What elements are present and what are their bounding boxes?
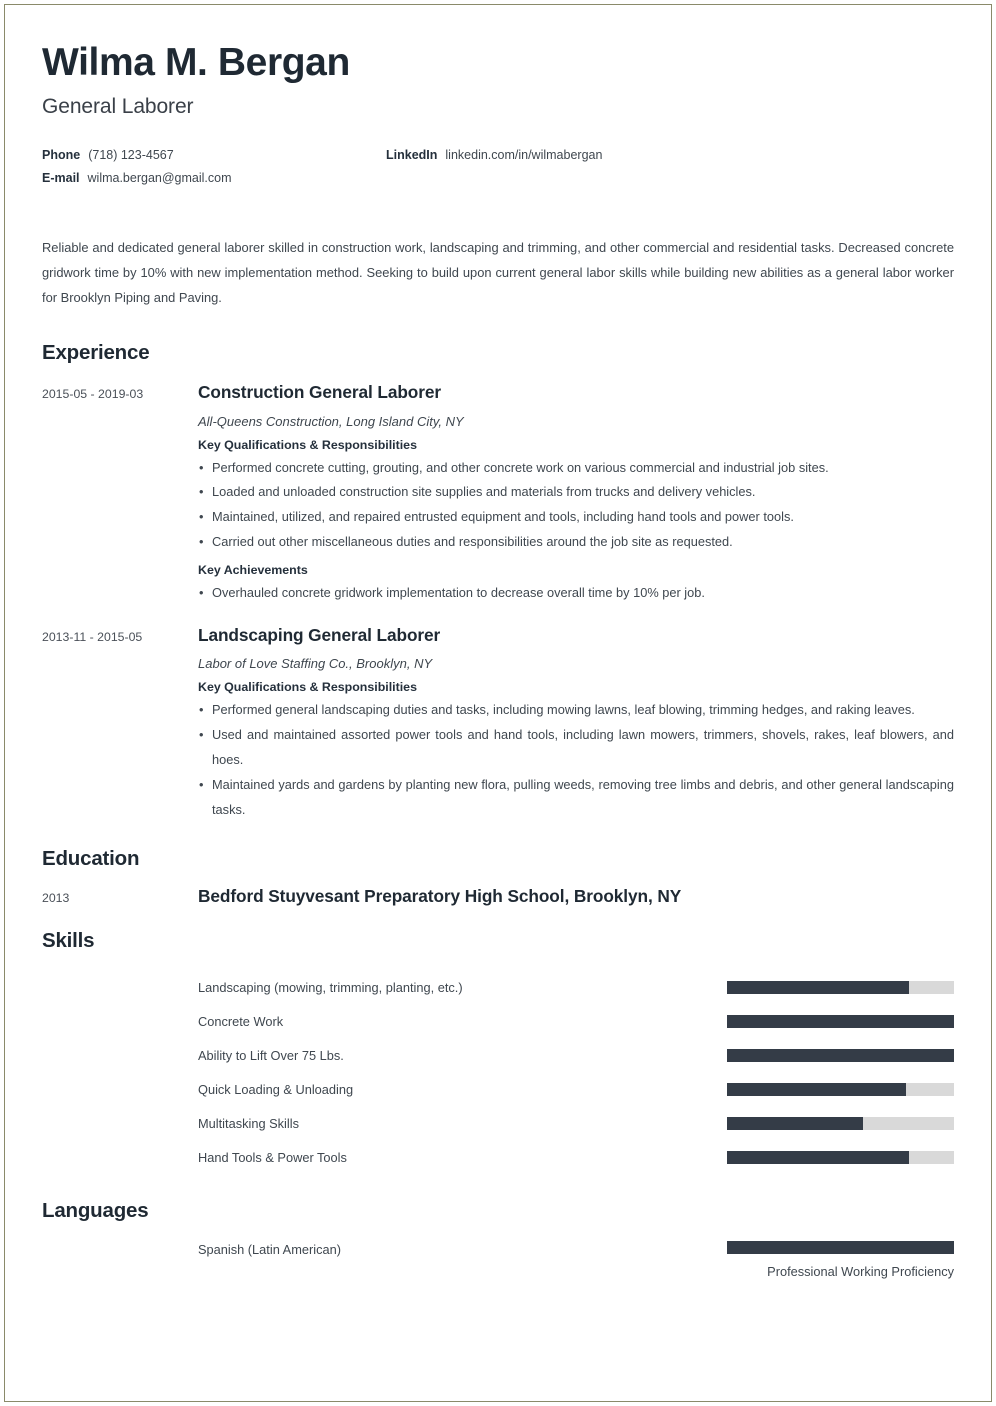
experience-entry [42,382,954,606]
language-label: Spanish (Latin American) [198,1242,341,1258]
contact-row [42,148,954,171]
list-item: • Maintained yards and gardens by planting new flora, pulling weeds, removing tree limbs and debris, and other general landscaping tasks. [198,773,954,823]
contact-phone-label: Phone [42,148,81,163]
education-school: Bedford Stuyvesant Preparatory High School, Brooklyn, NY [198,886,682,907]
experience-qualifications-list [198,698,954,822]
skill-row [42,1072,954,1106]
list-item: • Loaded and unloaded construction site supplies and materials from trucks and delivery vehicles. [198,480,954,505]
experience-qualifications-list [198,456,954,555]
contact-info [42,148,954,194]
experience-dates: 2015-05 - 2019-03 [42,386,144,401]
experience-achievements-heading: Key Achievements [198,562,308,577]
contact-phone [42,148,386,162]
skill-row [42,1004,954,1038]
list-item: • Used and maintained assorted power tools and hand tools, including lawn mowers, trimmers, shovels, rakes, leaf blowers, and hoes. [198,723,954,773]
skill-row [42,1140,954,1174]
section-heading-experience: Experience [42,340,150,364]
contact-linkedin-label: LinkedIn [386,148,438,163]
education-details [198,886,954,907]
candidate-name: Wilma M. Bergan [42,41,350,84]
contact-row [42,171,954,194]
experience-dates: 2013-11 - 2015-05 [42,629,143,644]
contact-email-value[interactable]: wilma.bergan@gmail.com [87,171,232,186]
experience-details [198,625,954,823]
resume-content [4,4,992,1402]
skill-level-bar [727,1015,954,1028]
list-item: • Performed concrete cutting, grouting, and other concrete work on various commercial and industrial job sites. [198,456,954,481]
skill-level-bar [727,1117,954,1130]
language-level-group [727,1241,954,1279]
skill-level-bar [727,1083,954,1096]
languages-list [42,1241,954,1279]
skill-label: Multitasking Skills [198,1115,299,1131]
experience-qualifications-heading: Key Qualifications & Responsibilities [198,437,417,452]
education-entry [42,886,954,907]
list-item: • Overhauled concrete gridwork implementation to decrease overall time by 10% per job. [198,581,954,606]
skill-level-fill [727,981,909,994]
experience-company: All-Queens Construction, Long Island City, NY [198,413,464,429]
skill-label: Quick Loading & Unloading [198,1081,354,1097]
skill-level-fill [727,1015,954,1028]
experience-details [198,382,954,606]
professional-summary: Reliable and dedicated general laborer skilled in construction work, landscaping and trimming, and other commercial and residential tasks. Decreased concrete gridwork time by 10% with new implementation method. Seeking to build upon current general labor skills while building new abilities as a general labor worker for Brooklyn Piping and Paving. [42,240,954,305]
skill-label: Hand Tools & Power Tools [198,1149,347,1165]
contact-linkedin[interactable] [386,148,602,162]
skill-label: Concrete Work [198,1013,284,1029]
list-item: • Carried out other miscellaneous duties and responsibilities around the job site as requested. [198,530,954,555]
skill-level-bar [727,1049,954,1062]
skill-level-fill [727,1083,906,1096]
section-heading-languages: Languages [42,1199,149,1223]
skill-row [42,1038,954,1072]
skills-list [42,970,954,1174]
skill-level-fill [727,1151,909,1164]
skill-level-bar [727,981,954,994]
experience-company: Labor of Love Staffing Co., Brooklyn, NY [198,656,433,672]
education-dates: 2013 [42,891,70,906]
language-proficiency-label: Professional Working Proficiency [767,1264,954,1280]
experience-achievements-list [198,581,954,606]
skill-level-fill [727,1049,954,1062]
skill-row [42,1106,954,1140]
contact-linkedin-value[interactable]: linkedin.com/in/wilmabergan [445,148,603,163]
section-heading-education: Education [42,847,140,871]
contact-email[interactable] [42,171,386,185]
contact-email-label: E-mail [42,171,80,186]
candidate-job-title: General Laborer [42,95,194,119]
resume-header [42,42,954,194]
experience-job-title: Construction General Laborer [198,381,442,402]
skill-row [42,970,954,1004]
experience-job-title: Landscaping General Laborer [198,624,441,645]
skill-label: Landscaping (mowing, trimming, planting, etc.) [198,979,463,995]
experience-qualifications-heading: Key Qualifications & Responsibilities [198,680,417,695]
section-heading-skills: Skills [42,929,95,953]
experience-entry [42,625,954,823]
list-item: • Maintained, utilized, and repaired entrusted equipment and tools, including hand tools and power tools. [198,505,954,530]
language-level-bar [727,1241,954,1254]
language-level-fill [727,1241,954,1254]
skill-level-bar [727,1151,954,1164]
list-item: • Performed general landscaping duties and tasks, including mowing lawns, leaf blowing, trimming hedges, and raking leaves. [198,698,954,723]
skill-level-fill [727,1117,863,1130]
contact-phone-value: (718) 123-4567 [88,148,174,163]
skill-label: Ability to Lift Over 75 Lbs. [198,1047,344,1063]
language-row [42,1241,954,1279]
